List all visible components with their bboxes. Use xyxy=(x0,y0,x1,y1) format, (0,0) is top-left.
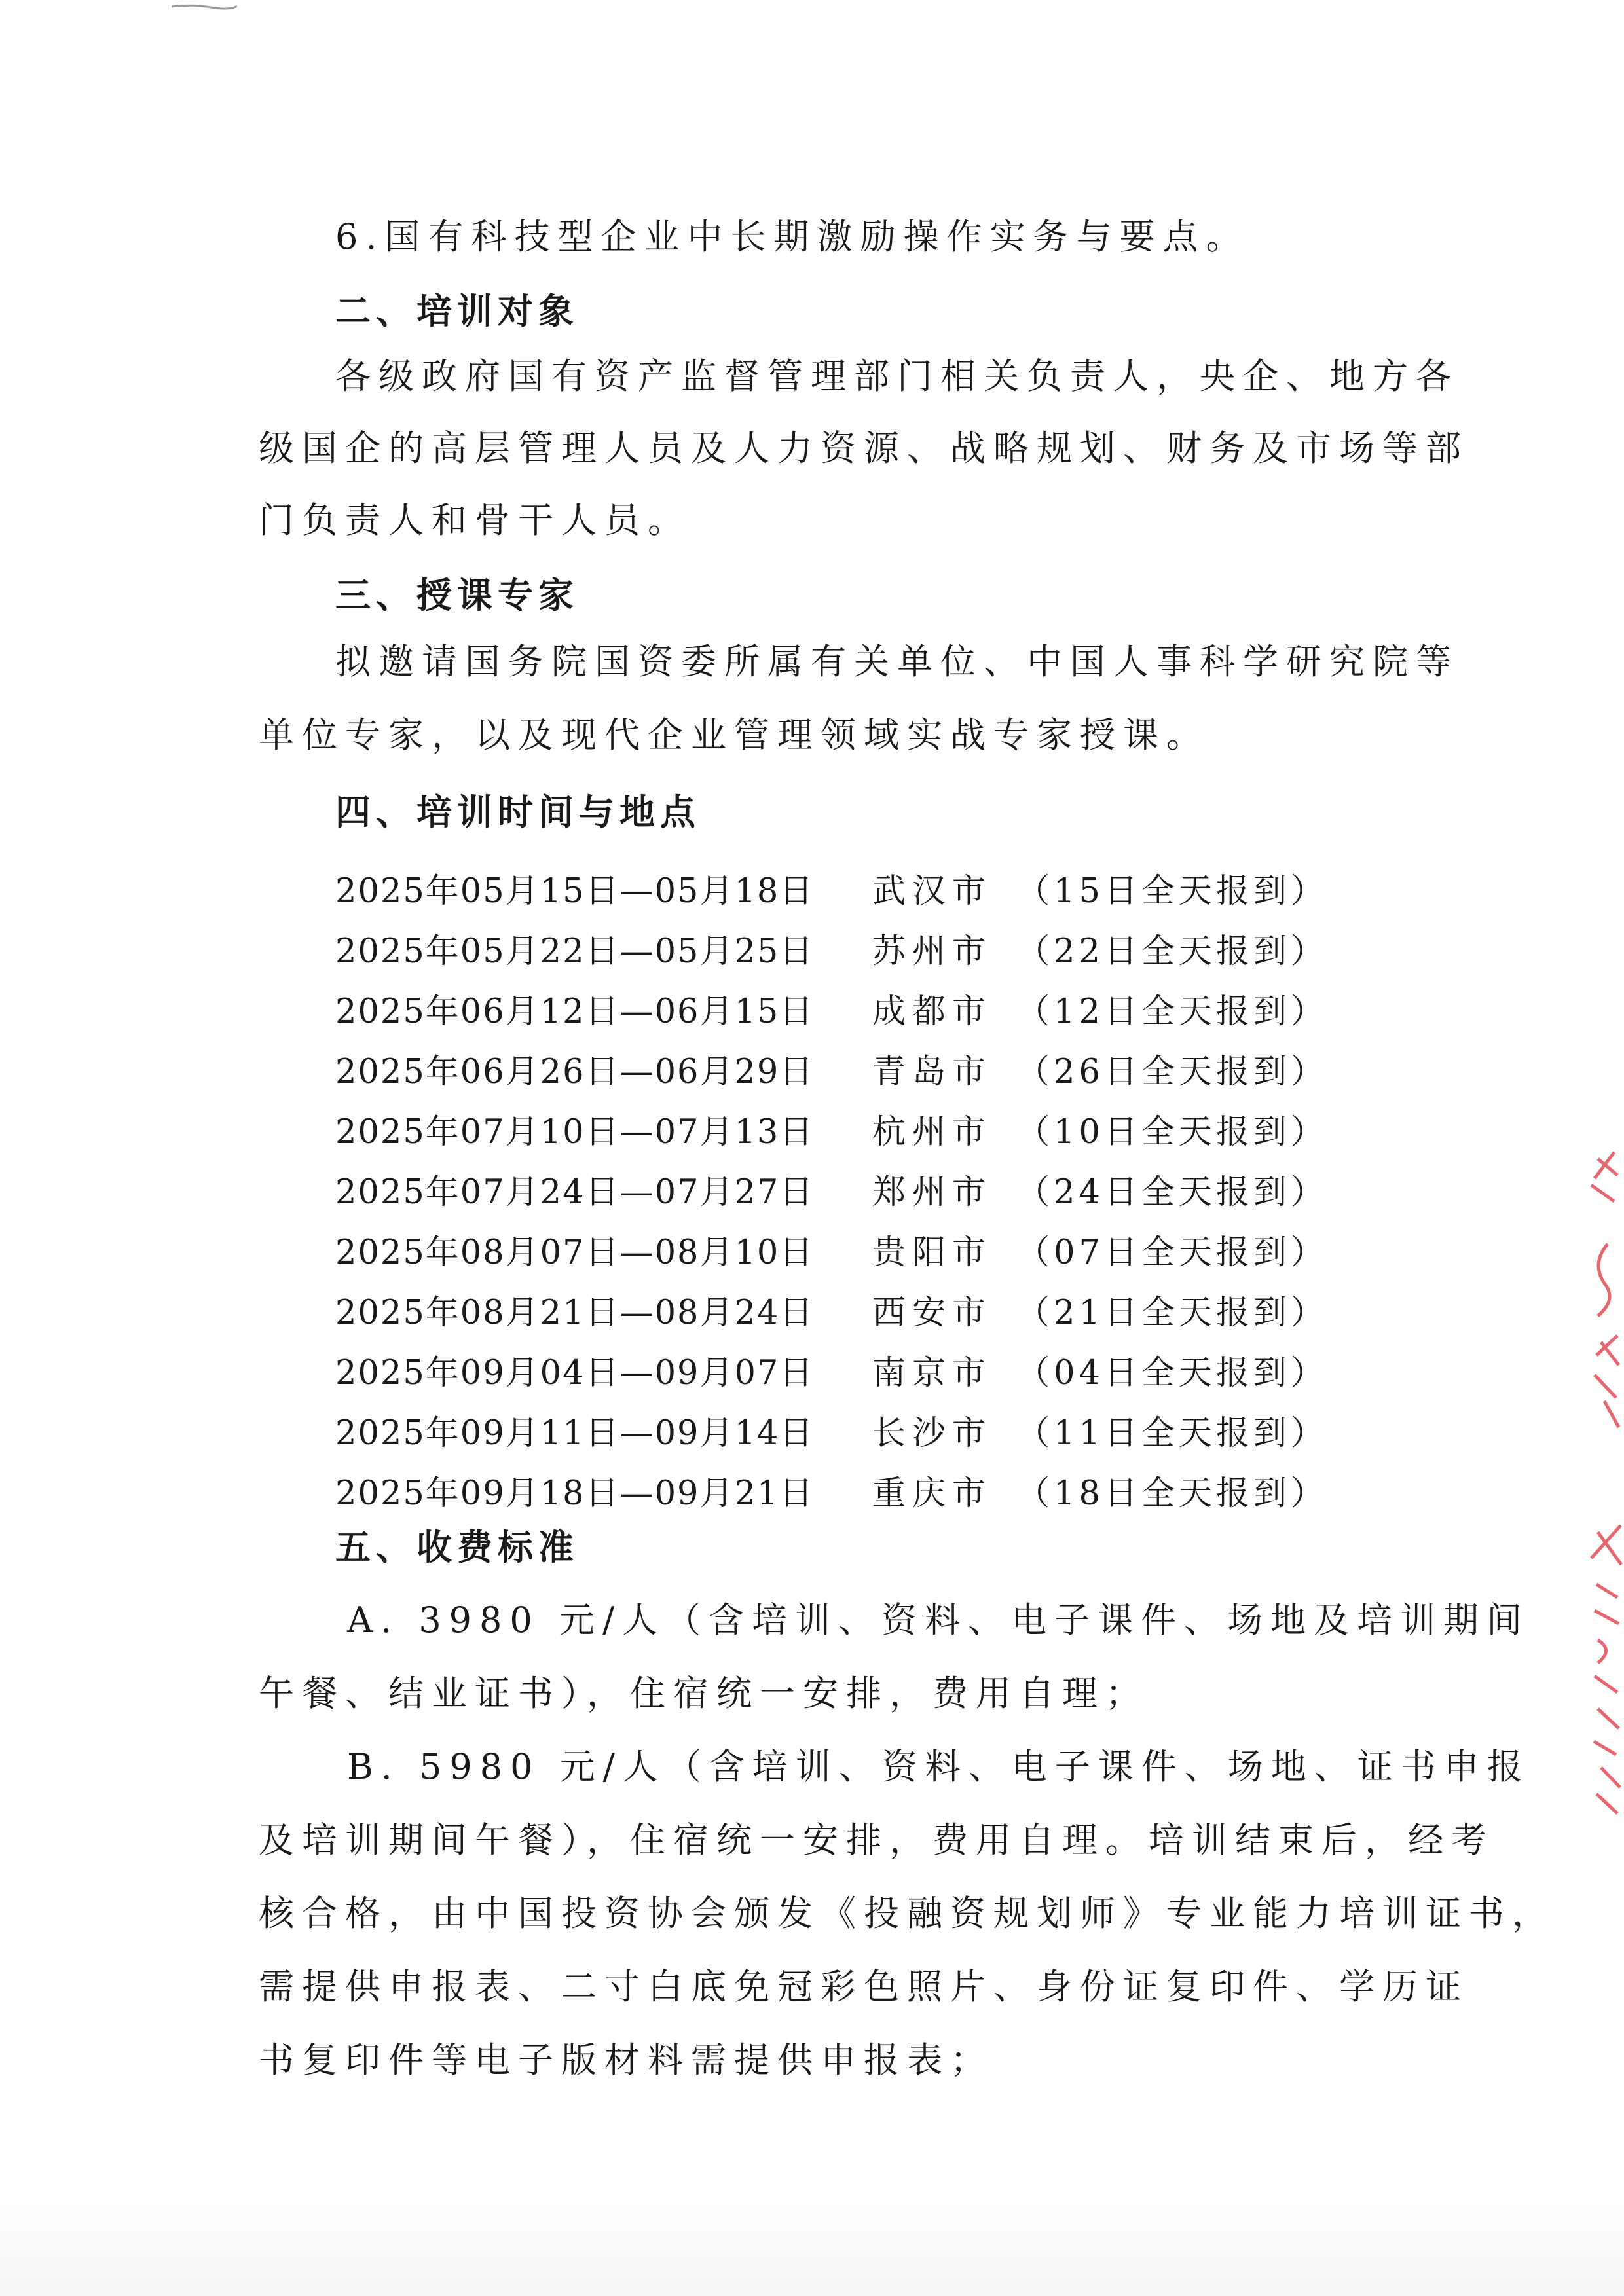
schedule-dates: 2025年07月24日—07月27日 xyxy=(335,1173,815,1212)
schedule-city: 青岛市 xyxy=(872,1053,993,1091)
schedule-city: 重庆市 xyxy=(872,1474,993,1513)
schedule-dates: 2025年06月26日—06月29日 xyxy=(335,1053,815,1091)
schedule-checkin-note: （11日全天报到） xyxy=(1016,1414,1328,1453)
schedule-dates: 2025年09月04日—09月07日 xyxy=(335,1354,815,1393)
scan-shadow xyxy=(0,2180,1624,2296)
schedule-city: 西安市 xyxy=(872,1294,993,1332)
fee-option-b-line-3: 核合格，由中国投资协会颁发《投融资规划师》专业能力培训证书， xyxy=(259,1893,1555,1934)
seal-stamp-edge-lower xyxy=(1578,1519,1624,1820)
schedule-checkin-note: （26日全天报到） xyxy=(1016,1053,1328,1091)
fee-option-a-line-2: 午餐、结业证书），住宿统一安排，费用自理； xyxy=(259,1673,1149,1714)
schedule-checkin-note: （04日全天报到） xyxy=(1016,1354,1328,1393)
schedule-city: 苏州市 xyxy=(872,932,993,971)
schedule-checkin-note: （12日全天报到） xyxy=(1016,993,1328,1031)
trainees-line-3: 门负责人和骨干人员。 xyxy=(259,500,691,541)
section-heading-experts: 三、授课专家 xyxy=(335,574,579,616)
schedule-city: 杭州市 xyxy=(872,1113,993,1152)
item-6: 6.国有科技型企业中长期激励操作实务与要点。 xyxy=(335,216,1249,257)
schedule-dates: 2025年07月10日—07月13日 xyxy=(335,1113,815,1152)
seal-stamp-edge-upper xyxy=(1578,1139,1624,1434)
schedule-dates: 2025年09月18日—09月21日 xyxy=(335,1474,815,1513)
schedule-checkin-note: （07日全天报到） xyxy=(1016,1233,1328,1272)
schedule-checkin-note: （18日全天报到） xyxy=(1016,1474,1328,1513)
fee-option-b-line-1: B. 5980 元/人（含培训、资料、电子课件、场地、证书申报 xyxy=(347,1746,1530,1787)
schedule-checkin-note: （10日全天报到） xyxy=(1016,1113,1328,1152)
schedule-checkin-note: （24日全天报到） xyxy=(1016,1173,1328,1212)
fee-option-b-line-2: 及培训期间午餐），住宿统一安排，费用自理。培训结束后，经考 xyxy=(259,1819,1494,1861)
trainees-line-1: 各级政府国有资产监督管理部门相关负责人，央企、地方各 xyxy=(335,355,1459,397)
section-heading-schedule: 四、培训时间与地点 xyxy=(335,791,701,833)
trainees-line-2: 级国企的高层管理人员及人力资源、战略规划、财务及市场等部 xyxy=(259,428,1469,469)
experts-line-2: 单位专家，以及现代企业管理领域实战专家授课。 xyxy=(259,714,1209,756)
schedule-city: 郑州市 xyxy=(872,1173,993,1212)
schedule-city: 武汉市 xyxy=(872,872,993,911)
schedule-dates: 2025年05月15日—05月18日 xyxy=(335,872,815,911)
schedule-city: 贵阳市 xyxy=(872,1233,993,1272)
schedule-checkin-note: （22日全天报到） xyxy=(1016,932,1328,971)
schedule-dates: 2025年06月12日—06月15日 xyxy=(335,993,815,1031)
schedule-dates: 2025年08月21日—08月24日 xyxy=(335,1294,815,1332)
schedule-dates: 2025年08月07日—08月10日 xyxy=(335,1233,815,1272)
fee-option-b-line-4: 需提供申报表、二寸白底免冠彩色照片、身份证复印件、学历证 xyxy=(259,1966,1469,2007)
section-heading-fees: 五、收费标准 xyxy=(335,1526,579,1568)
schedule-city: 成都市 xyxy=(872,993,993,1031)
experts-line-1: 拟邀请国务院国资委所属有关单位、中国人事科学研究院等 xyxy=(335,641,1459,682)
schedule-city: 长沙市 xyxy=(872,1414,993,1453)
fee-option-a-line-1: A. 3980 元/人（含培训、资料、电子课件、场地及培训期间 xyxy=(347,1599,1530,1641)
schedule-city: 南京市 xyxy=(872,1354,993,1393)
section-heading-trainees: 二、培训对象 xyxy=(335,290,579,332)
schedule-checkin-note: （15日全天报到） xyxy=(1016,872,1328,911)
schedule-dates: 2025年05月22日—05月25日 xyxy=(335,932,815,971)
schedule-checkin-note: （21日全天报到） xyxy=(1016,1294,1328,1332)
scan-mark xyxy=(172,3,237,10)
schedule-dates: 2025年09月11日—09月14日 xyxy=(335,1414,815,1453)
fee-option-b-line-5: 书复印件等电子版材料需提供申报表； xyxy=(259,2039,993,2081)
